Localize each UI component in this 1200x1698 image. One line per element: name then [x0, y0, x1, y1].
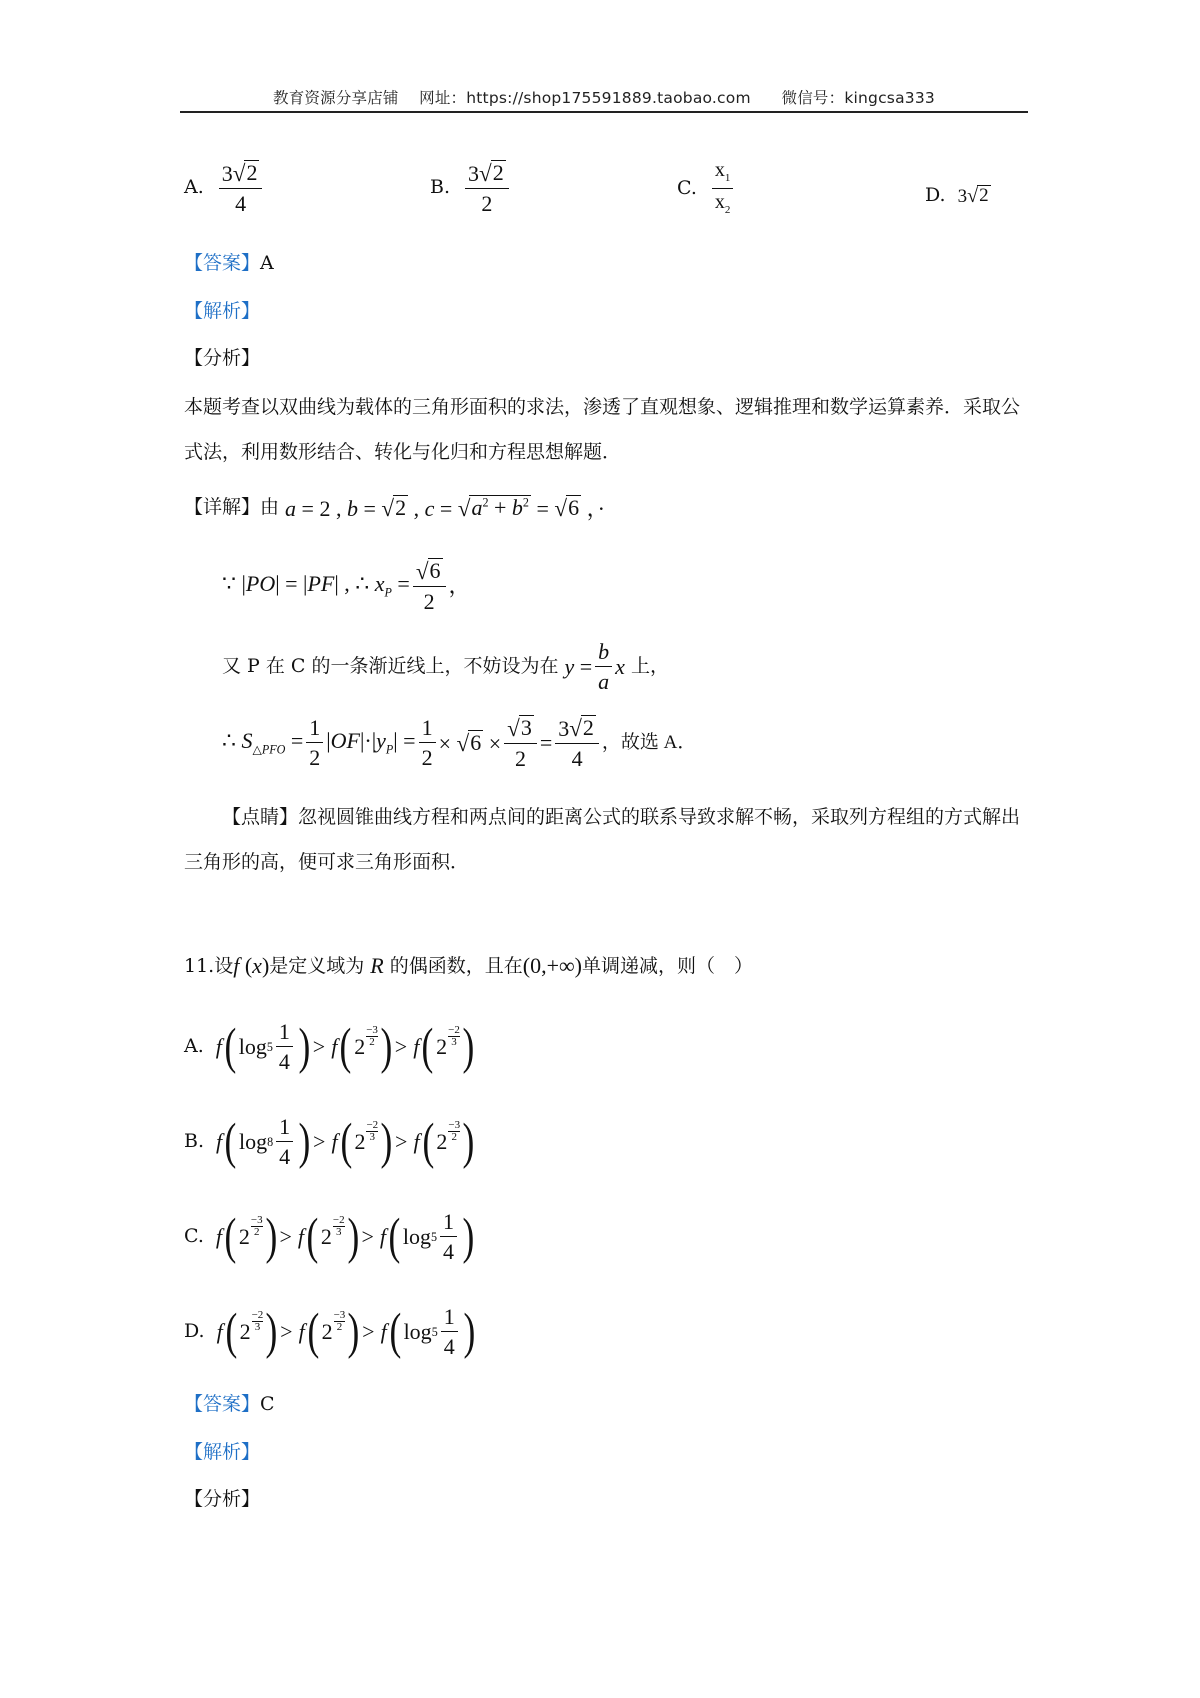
answer-value: C: [260, 1393, 275, 1415]
q10-fenxi-text: 本题考查以双曲线为载体的三角形面积的求法，渗透了直观想象、逻辑推理和数学运算素养．采取公式法，利用数形结合、转化与化归和方程思想解题．: [184, 396, 1021, 463]
option-b: [430, 160, 512, 215]
header-url: 网址：https://shop175591889.taobao.com: [419, 89, 751, 107]
option-b-label: B.: [430, 176, 451, 199]
detail-tag: 【详解】: [184, 496, 261, 519]
q10-fenxi-tag: 【分析】: [184, 347, 261, 369]
header-divider: [180, 111, 1028, 113]
option-d-value: 3 √ 2: [957, 184, 989, 207]
q11-option-d: D. f ( 2 −2 3 ) > f ( 2 −3 2 ) > f ( log 5 $\frac{1}{4}$ ): [184, 1303, 476, 1360]
option-d-label: D.: [925, 184, 946, 207]
option-a: [184, 160, 265, 215]
option-c-fraction: $\frac{x_1}{x_2}$: [712, 160, 734, 216]
option-a-label: A.: [184, 176, 204, 199]
q10-detail-line2: ∵ |PO| = |PF| , ∴ $x_P$ = √ 6 2 ，: [222, 558, 471, 615]
option-c-label: C.: [677, 176, 697, 199]
option-b-fraction: 3 √ 2 2: [465, 160, 509, 215]
q11-option-b: B. f ( log 8 $\frac{1}{4}$ ) > f ( 2 −2 3 ) > f ( 2 −3 2 ): [184, 1113, 475, 1170]
answer-tag: 【答案】: [184, 1393, 261, 1415]
detail-formula-1: a = 2 , b = √ 2 , c = √ $a^2 + b^2$ = √ 6 ，·: [285, 495, 605, 522]
q10-analysis-tag: 【解析】: [184, 300, 261, 322]
page-header: [180, 86, 1028, 108]
q11-option-c: C. f ( 2 −3 2 ) > f ( 2 −2 3 ) > f ( log 5 $\frac{1}{4}$ ): [184, 1208, 475, 1265]
q10-dianjing: 【点睛】忽视圆锥曲线方程和两点间的距离公式的联系导致求解不畅，采取列方程组的方式解出三角形的高，便可求三角形面积．: [184, 806, 1021, 873]
header-shop: 教育资源分享店铺: [273, 89, 399, 107]
q11-answer: [184, 1395, 275, 1414]
q11-option-a: A. f ( log 5 $\frac{1}{4}$ ) > f ( 2 −3 2 ) > f ( 2 −2 3 ): [184, 1018, 475, 1075]
option-d: [925, 185, 991, 207]
answer-value: A: [260, 252, 274, 274]
q10-detail-line1: 【详解】 由 a = 2 , b = √ 2 , c = √ $a^2 + b^2$ = √ 6 ，·: [184, 495, 605, 522]
option-a-fraction: 3 √ 2 4: [219, 160, 263, 215]
q11-fenxi-tag: 【分析】: [184, 1488, 261, 1510]
q10-detail-line4: ∴ $S_{\triangle PFO}$ = $\frac{1}{2}$ $|OF|\cdot|y_P|$ = $\frac{1}{2}$ × √ 6 × √ 3 2 = 3 √ 2 4 ，故选 A．: [222, 715, 697, 772]
q11-analysis-tag: 【解析】: [184, 1441, 261, 1463]
header-wechat: 微信号：kingcsa333: [781, 89, 935, 107]
dianjing-tag: 【点睛】: [222, 806, 299, 828]
answer-tag: 【答案】: [184, 252, 261, 274]
option-c: [677, 160, 736, 216]
q10-detail-line3: 又 P 在 C 的一条渐近线上，不妨设为在 y = $\frac{b}{a}$ x 上，: [222, 639, 669, 695]
q11-stem: 11.设 f (x) 是定义域为 R 的偶函数，且在 (0,+∞) 单调递减，则（ ）: [184, 953, 754, 978]
q10-answer: [184, 254, 274, 273]
